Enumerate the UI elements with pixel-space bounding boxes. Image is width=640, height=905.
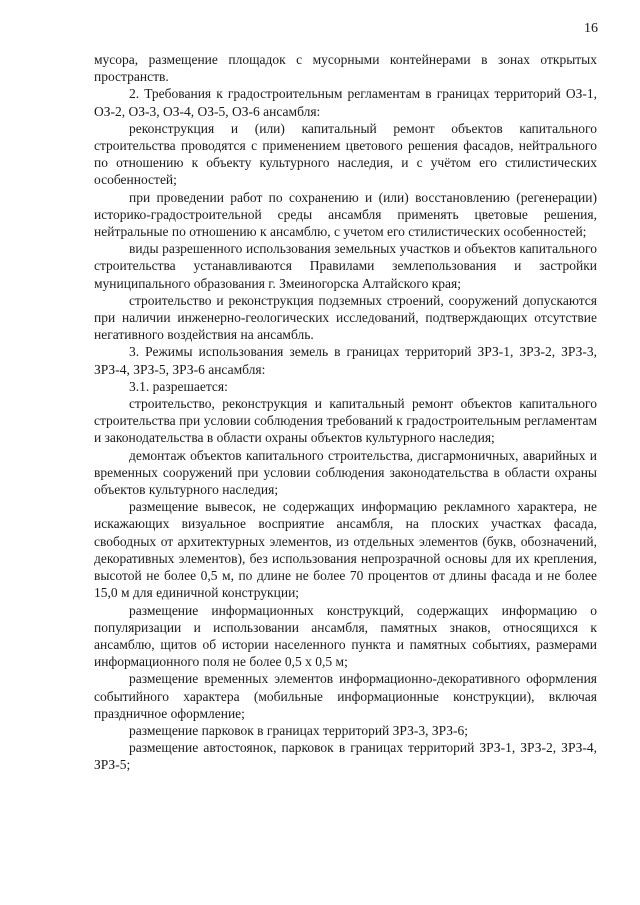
paragraph-section-3-heading: 3. Режимы использования земель в границах территорий ЗРЗ-1, ЗРЗ-2, ЗРЗ-3, ЗРЗ-4, ЗРЗ-5, ЗРЗ-6 ансамбля:: [94, 344, 597, 377]
document-body: [94, 51, 597, 774]
page-number: 16: [584, 21, 598, 36]
paragraph: размещение временных элементов информационно-декоративного оформления событийного характера (мобильные информационные конструкции), включая праздничное оформление;: [94, 671, 597, 721]
paragraph: строительство и реконструкция подземных строений, сооружений допускаются при наличии инженерно-геологических исследований, подтверждающих отсутствие негативного воздействия на ансамбль.: [94, 292, 597, 343]
paragraph: реконструкция и (или) капитальный ремонт объектов капитального строительства проводятся с применением цветового решения фасадов, нейтрального по отношению к объекту культурного наследия, и с учётом его стилистических особенностей;: [94, 120, 597, 188]
paragraph: демонтаж объектов капитального строительства, дисгармоничных, аварийных и временных сооружений при условии соблюдения законодательства в области охраны объектов культурного наследия;: [94, 447, 597, 498]
paragraph-subsection-3-1: 3.1. разрешается:: [129, 378, 228, 394]
paragraph: размещение автостоянок, парковок в границах территорий ЗРЗ-1, ЗРЗ-2, ЗРЗ-4, ЗРЗ-5;: [94, 740, 597, 773]
paragraph: размещение вывесок, не содержащих информацию рекламного характера, не искажающих визуальное восприятие ансамбля, на плоских участках фасада, свободных от архитектурных элементов, из отдельных элементов (букв, обозначений, декоративных элементов), без использования непрозрачной основы для их крепления, высотой не более 0,5 м, по длине не более 70 процентов от длины фасада и не более 15,0 м для единичной конструкции;: [94, 499, 597, 601]
paragraph-continuation: мусора, размещение площадок с мусорными контейнерами в зонах открытых пространств.: [94, 52, 597, 85]
paragraph: размещение парковок в границах территорий ЗРЗ-3, ЗРЗ-6;: [129, 722, 469, 738]
paragraph: строительство, реконструкция и капитальный ремонт объектов капитального строительства при условии соблюдения требований к градостроительным регламентам и законодательства в области охраны объектов культурного наследия;: [94, 396, 597, 446]
paragraph: размещение информационных конструкций, содержащих информацию о популяризации и использовании ансамбля, памятных знаков, относящихся к ансамблю, щитов об истории населенного пункта и памятных событиях, размерами информационного поля не более 0,5 х 0,5 м;: [94, 602, 597, 670]
paragraph: виды разрешенного использования земельных участков и объектов капитального строительства устанавливаются Правилами землепользования и застройки муниципального образования г. Змеиногорска Алтайского края;: [94, 241, 597, 291]
paragraph-section-2-heading: 2. Требования к градостроительным регламентам в границах территорий ОЗ-1, ОЗ-2, ОЗ-3, ОЗ-4, ОЗ-5, ОЗ-6 ансамбля:: [94, 86, 597, 119]
paragraph: при проведении работ по сохранению и (или) восстановлению (регенерации) историко-градостроительной среды ансамбля применять цветовые решения, нейтральные по отношению к ансамблю, с учетом его стилистических особенностей;: [94, 189, 597, 240]
